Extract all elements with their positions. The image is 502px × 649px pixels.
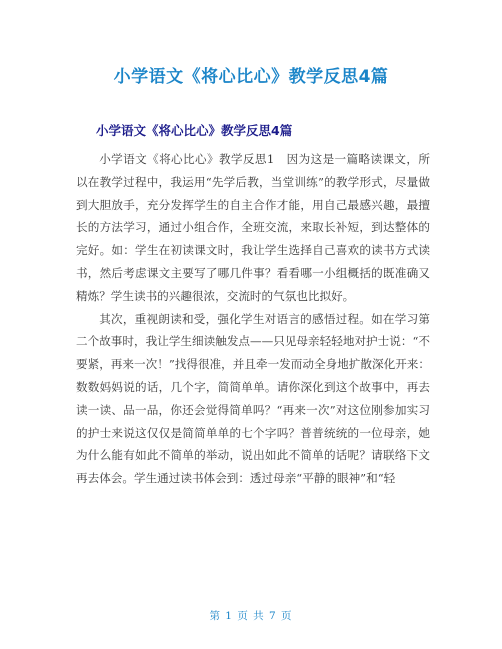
page-number-footer: 第 1 页 共 7 页 bbox=[209, 610, 293, 622]
body-paragraph: 小学语文《将心比心》教学反思1 因为这是一篇略读课文，所以在教学过程中，我运用“先学后教，当堂训练”的教学形式，尽量做到大胆放手，充分发挥学生的自主合作才能，用自己最感兴趣，最擅长的方法学习，通过小组合作，全班交流，来取长补短，到达整体的完好。如：学生在初读课文时，我让学生选择自己喜欢的读书方式读书，然后考虑课文主要写了哪几件事？看看哪一小组概括的既准确又精炼？学生读书的兴趣很浓，交流时的气氛也比拟好。 bbox=[76, 152, 430, 303]
section-heading: 小学语文《将心比心》教学反思4篇 bbox=[96, 123, 293, 138]
body-paragraph: 其次，重视朗读和受，强化学生对语言的感悟过程。如在学习第二个故事时，我让学生细读触发点——只见母亲轻轻地对护士说：“不要紧，再来一次！”找得很准，并且牵一发而动全身地扩散深化开来：数数妈妈说的话，几个字，简简单单。请你深化到这个故事中，再去读一读、品一品，你还会觉得简单吗？“再来一次”对这位刚参加实习的护士来说这仅仅是简简单单的七个字吗？普普统统的一位母亲，她为什么能有如此不简单的举动，说出如此不简单的话呢？请联络下文再去体会。学生通过读书体会到：透过母亲“平静的眼神”和“轻 bbox=[76, 311, 430, 486]
document-body bbox=[76, 148, 430, 490]
document-title: 小学语文《将心比心》教学反思4篇 bbox=[113, 67, 389, 87]
